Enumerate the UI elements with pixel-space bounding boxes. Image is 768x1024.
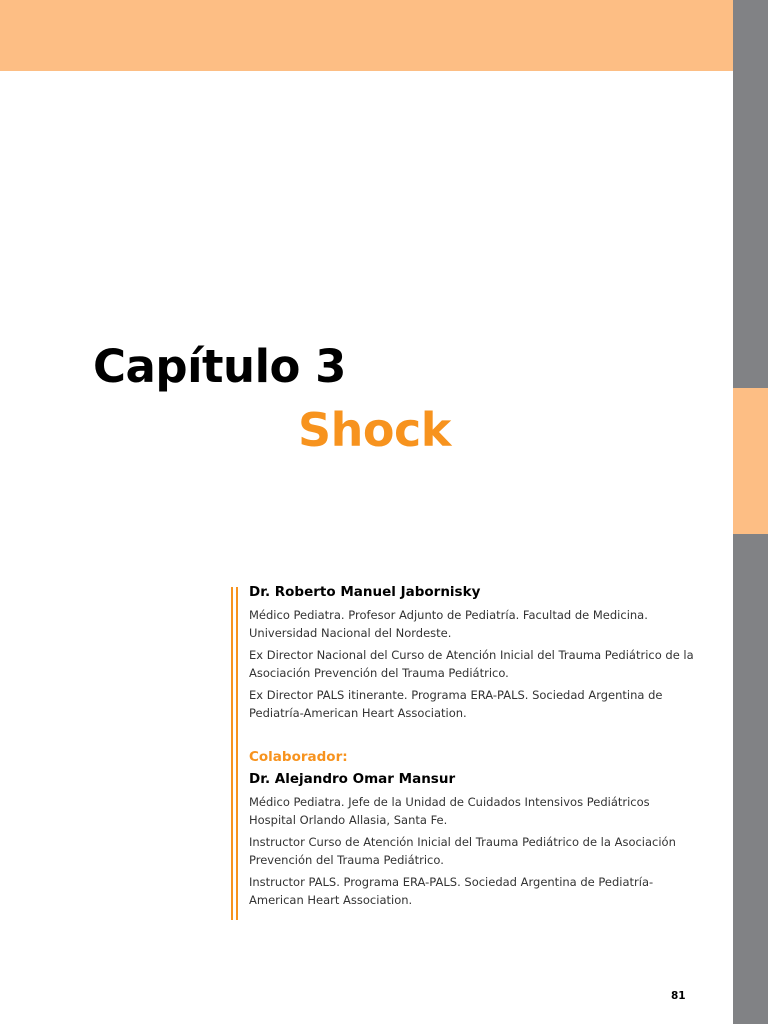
chapter-subtitle: Shock	[298, 403, 451, 457]
page-number: 81	[671, 990, 686, 1002]
collaborator-bio-1: Médico Pediatra. Jefe de la Unidad de Cuidados Intensivos Pediátricos Hospital Orlando Allasia, Santa Fe.	[249, 795, 650, 827]
collaborator-label: Colaborador:	[249, 749, 348, 765]
chapter-title: Capítulo 3	[93, 340, 346, 393]
collaborator-bio-2: Instructor Curso de Atención Inicial del Trauma Pediátrico de la Asociación Prevención del Trauma Pediátrico.	[249, 835, 676, 867]
author-bio-2: Ex Director Nacional del Curso de Atención Inicial del Trauma Pediátrico de la Asociación Prevención del Trauma Pediátrico.	[249, 648, 694, 680]
chapter-tab-marker	[733, 388, 768, 534]
author-name: Dr. Roberto Manuel Jabornisky	[249, 584, 481, 600]
collaborator-bio-3: Instructor PALS. Programa ERA-PALS. Sociedad Argentina de Pediatría-American Heart Association.	[249, 875, 654, 907]
header-band	[0, 0, 733, 71]
author-bio-1: Médico Pediatra. Profesor Adjunto de Pediatría. Facultad de Medicina. Universidad Nacional del Nordeste.	[249, 608, 648, 640]
authors-block	[249, 582, 699, 909]
accent-rule-left	[231, 587, 233, 920]
collaborator-name: Dr. Alejandro Omar Mansur	[249, 771, 456, 787]
author-bio-3: Ex Director PALS itinerante. Programa ERA-PALS. Sociedad Argentina de Pediatría-American Heart Association.	[249, 688, 663, 720]
accent-rule-right	[236, 587, 238, 920]
